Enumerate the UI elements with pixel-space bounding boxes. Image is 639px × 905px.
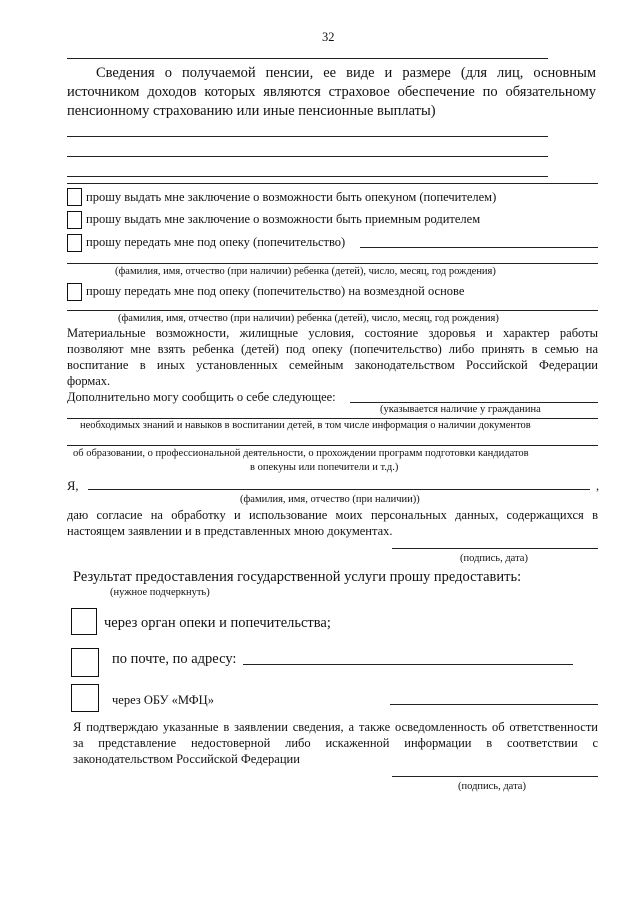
mail-option-label: по почте, по адресу:	[112, 651, 237, 667]
custody-checkbox[interactable]	[67, 234, 82, 252]
pension-top-line	[67, 58, 548, 59]
fio-caption: (фамилия, имя, отчество (при наличии))	[240, 494, 420, 505]
confirm-signature-caption: (подпись, дата)	[458, 781, 526, 792]
confirm-line-1: Я подтверждаю указанные в заявлении сведения, а также осведомленность об ответственности	[73, 720, 598, 734]
additional-field-line-1[interactable]	[350, 402, 598, 403]
pension-field-line-3[interactable]	[67, 176, 548, 177]
consent-line-1: даю согласие на обработку и использование моих персональных данных, содержащихся в	[67, 508, 598, 522]
guardianship-option-label: через орган опеки и попечительства;	[104, 615, 331, 631]
confirm-signature-line[interactable]	[392, 776, 598, 777]
child-field-line-1[interactable]	[67, 263, 598, 264]
additional-hint-3: об образовании, о профессиональной деятельности, о прохождении программ подготовки кандидатов	[73, 448, 529, 459]
pension-field-line-1[interactable]	[67, 136, 548, 137]
child-field-line-2[interactable]	[67, 310, 598, 311]
paid-custody-label: прошу передать мне под опеку (попечительство) на возмездной основе	[86, 284, 465, 298]
additional-hint-1: (указывается наличие у гражданина	[380, 404, 541, 415]
confirm-line-2: за представление недостоверной либо искаженной информации в соответствии с	[73, 736, 598, 750]
pension-text-line-3: пенсионному страхованию или иные пенсионные выплаты)	[67, 103, 436, 119]
material-line-3: воспитание в иных установленных семейным законодательством Российской Федерации	[67, 358, 598, 372]
additional-field-line-2[interactable]	[67, 418, 598, 419]
material-line-2: позволяют мне взять ребенка (детей) под опеку (попечительство) либо принять в семью на	[67, 342, 598, 356]
consent-signature-line[interactable]	[392, 548, 598, 549]
additional-hint-2: необходимых знаний и навыков в воспитании детей, в том числе информация о наличии документов	[80, 420, 531, 431]
pension-text-line-2: источником доходов которых являются страховое обеспечение по обязательному	[67, 84, 596, 100]
custody-label: прошу передать мне под опеку (попечительство)	[86, 235, 346, 249]
result-hint: (нужное подчеркнуть)	[110, 587, 210, 598]
mfc-field-line[interactable]	[390, 704, 598, 705]
foster-conclusion-label: прошу выдать мне заключение о возможности быть приемным родителем	[86, 212, 481, 226]
additional-hint-4: в опекуны или попечители и т.д.)	[250, 462, 399, 473]
consent-line-2: настоящем заявлении и в представленных мною документах.	[67, 524, 393, 538]
custody-field-line[interactable]	[360, 247, 598, 248]
page-number: 32	[322, 30, 335, 44]
consent-signature-caption: (подпись, дата)	[460, 553, 528, 564]
guardian-conclusion-checkbox[interactable]	[67, 188, 82, 206]
paid-custody-checkbox[interactable]	[67, 283, 82, 301]
mfc-option-checkbox[interactable]	[71, 684, 99, 712]
additional-label: Дополнительно могу сообщить о себе следующее:	[67, 390, 336, 404]
mfc-option-label: через ОБУ «МФЦ»	[112, 693, 214, 707]
consent-ya: Я,	[67, 479, 79, 493]
mail-option-checkbox[interactable]	[71, 648, 99, 677]
consent-comma: ,	[596, 479, 600, 493]
guardianship-option-checkbox[interactable]	[71, 608, 97, 635]
pension-field-line-2[interactable]	[67, 156, 548, 157]
material-line-4: формах.	[67, 374, 111, 388]
mail-address-field[interactable]	[243, 664, 573, 665]
additional-field-line-3[interactable]	[67, 445, 598, 446]
pension-text-line-1: Сведения о получаемой пенсии, ее виде и размере (для лиц, основным	[96, 65, 596, 81]
confirm-line-3: законодательством Российской Федерации	[73, 752, 300, 766]
guardian-conclusion-label: прошу выдать мне заключение о возможности быть опекуном (попечителем)	[86, 190, 497, 204]
child-caption-1: (фамилия, имя, отчество (при наличии) ребенка (детей), число, месяц, год рождения)	[115, 266, 496, 277]
pension-field-line-4	[67, 183, 598, 184]
child-caption-2: (фамилия, имя, отчество (при наличии) ребенка (детей), число, месяц, год рождения)	[118, 313, 499, 324]
material-line-1: Материальные возможности, жилищные условия, состояние здоровья и характер работы	[67, 326, 598, 340]
result-title: Результат предоставления государственной услуги прошу предоставить:	[73, 569, 522, 585]
applicant-name-field[interactable]	[88, 489, 590, 490]
foster-conclusion-checkbox[interactable]	[67, 211, 82, 229]
